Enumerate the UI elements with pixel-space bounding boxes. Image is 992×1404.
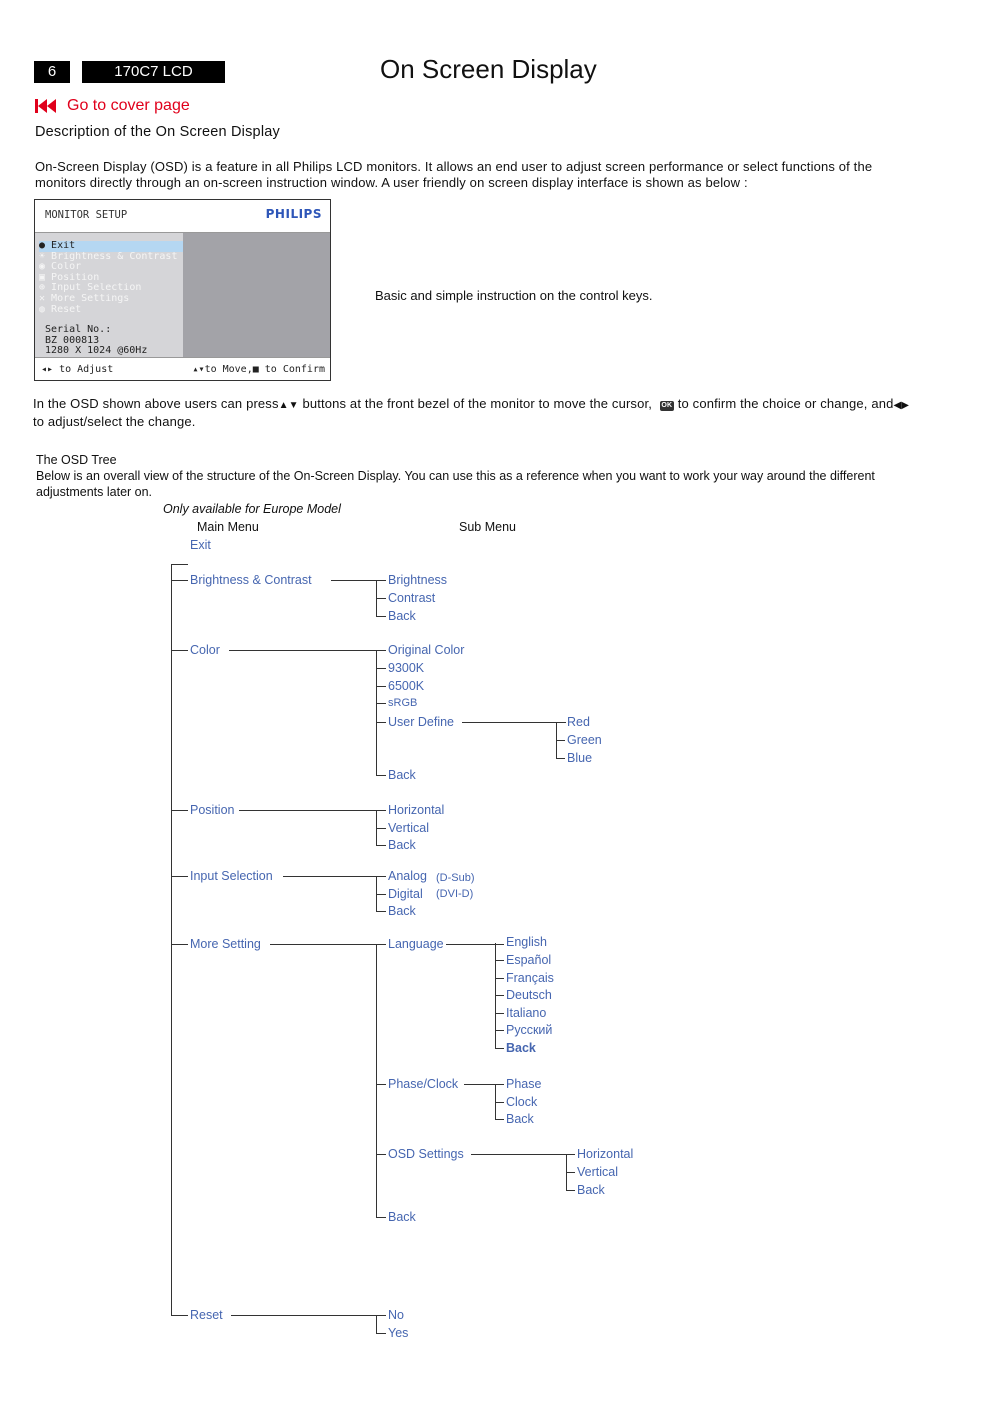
tree-node-espanol: Español <box>506 953 552 967</box>
side-note: Basic and simple instruction on the control keys. <box>375 288 653 303</box>
tree-connector <box>239 810 386 811</box>
tree-note-dsub: (D-Sub) <box>436 872 475 884</box>
tree-node-back: Back <box>388 904 416 918</box>
tree-tick <box>495 978 504 979</box>
tree-node-red: Red <box>567 715 590 729</box>
up-down-arrows-icon: ▲▼ <box>278 400 299 411</box>
tree-node-vertical: Vertical <box>388 821 429 835</box>
osd-menu-exit: ● Exit <box>39 241 183 252</box>
tree-connector <box>464 1084 504 1085</box>
osd-tree-heading <box>36 452 916 500</box>
tree-main-trunk <box>171 564 172 1316</box>
tree-branch <box>171 650 188 651</box>
tree-node-osd-settings: OSD Settings <box>388 1147 464 1161</box>
section-title: Description of the On Screen Display <box>35 124 280 140</box>
tree-tick <box>376 828 386 829</box>
osd-menu-brightness: ☀ Brightness & Contrast <box>39 251 178 262</box>
tree-tick <box>556 758 565 759</box>
tree-node-deutsch: Deutsch <box>506 988 552 1002</box>
tree-node-color: Color <box>190 643 220 657</box>
osd-footer-move: ▴▾to Move,■ to Confirm <box>192 364 325 375</box>
tree-tick <box>376 894 386 895</box>
tree-tick <box>376 703 386 704</box>
tree-node-digital: Digital <box>388 887 423 901</box>
tree-node-osd-horizontal: Horizontal <box>577 1147 634 1161</box>
left-right-arrows-icon: ◀▶ <box>893 400 910 411</box>
tree-branch <box>171 1315 188 1316</box>
tree-stub <box>171 564 188 565</box>
tree-node-green: Green <box>567 733 602 747</box>
tree-node-back: Back <box>577 1183 605 1197</box>
rewind-icon <box>35 98 57 114</box>
tree-tick <box>566 1172 575 1173</box>
tree-node-position: Position <box>190 803 235 817</box>
tree-node-clock: Clock <box>506 1095 538 1109</box>
tree-branch <box>171 810 188 811</box>
tree-branch <box>171 944 188 945</box>
tree-node-more-setting: More Setting <box>190 937 261 951</box>
tree-node-back: Back <box>388 838 416 852</box>
osd-serial-info: Serial No.: BZ 000813 1280 X 1024 @60Hz <box>45 324 148 356</box>
osd-footer <box>35 357 330 381</box>
tree-node-phase-clock: Phase/Clock <box>388 1077 459 1091</box>
tree-tick <box>376 722 386 723</box>
osd-tree-description: Below is an overall view of the structure of the On-Screen Display. You can use this as a reference when you want to work your way around the different adjustments later on. <box>36 469 875 499</box>
tree-tick <box>376 1154 386 1155</box>
tree-node-english: English <box>506 935 547 949</box>
instruction-paragraph: In the OSD shown above users can press▲▼ buttons at the front bezel of the monitor to move the cursor, OK to confirm the choice or change, and◀▶ to adjust/select the change. <box>33 396 910 429</box>
tree-node-yes: Yes <box>388 1326 409 1340</box>
tree-tick <box>376 1217 386 1218</box>
tree-tick <box>495 1119 504 1120</box>
go-to-cover-link[interactable] <box>35 97 190 115</box>
tree-node-exit: Exit <box>190 538 211 552</box>
osd-tree-title: The OSD Tree <box>36 453 117 467</box>
tree-tick <box>376 598 386 599</box>
tree-node-reset: Reset <box>190 1308 223 1322</box>
cover-link-label[interactable]: Go to cover page <box>67 97 190 114</box>
tree-tick <box>495 995 504 996</box>
tree-node-back: Back <box>506 1041 536 1055</box>
tree-node-brightness: Brightness <box>388 573 448 587</box>
tree-node-srgb: sRGB <box>388 697 418 709</box>
tree-connector <box>270 944 386 945</box>
tree-tick <box>376 668 386 669</box>
tree-node-language: Language <box>388 937 444 951</box>
osd-screenshot <box>34 199 331 381</box>
tree-node-horizontal: Horizontal <box>388 803 445 817</box>
tree-connector <box>283 876 386 877</box>
tree-node-no: No <box>388 1308 404 1322</box>
tree-tick <box>376 845 386 846</box>
tree-tick <box>566 1190 575 1191</box>
tree-connector <box>462 722 566 723</box>
tree-node-contrast: Contrast <box>388 591 436 605</box>
tree-node-phase: Phase <box>506 1077 542 1091</box>
tree-node-back: Back <box>388 768 416 782</box>
tree-node-italiano: Italiano <box>506 1006 547 1020</box>
tree-node-analog: Analog <box>388 869 427 883</box>
tree-node-francais: Français <box>506 971 554 985</box>
sub-menu-label: Sub Menu <box>459 520 516 534</box>
osd-menu-position: ▣ Position <box>39 272 100 283</box>
tree-sub-trunk <box>376 944 377 1217</box>
philips-logo: PHILIPS <box>265 207 322 221</box>
tree-node-osd-vertical: Vertical <box>577 1165 618 1179</box>
tree-tick <box>376 775 386 776</box>
osd-menu-color: ◉ Color <box>39 262 82 273</box>
main-menu-label: Main Menu <box>197 520 259 534</box>
tree-connector <box>471 1154 575 1155</box>
tree-tick <box>376 686 386 687</box>
page-title: On Screen Display <box>380 54 597 84</box>
tree-tick <box>495 1048 504 1049</box>
tree-node-back: Back <box>388 609 416 623</box>
tree-note-dvid: (DVI-D) <box>436 888 474 900</box>
tree-tick <box>376 1084 386 1085</box>
osd-body <box>35 233 330 357</box>
model-badge: 170C7 LCD <box>82 61 225 83</box>
tree-node-original-color: Original Color <box>388 643 465 657</box>
osd-footer-adjust: ◂▸ to Adjust <box>41 364 114 375</box>
tree-node-6500k: 6500K <box>388 679 425 693</box>
tree-node-user-define: User Define <box>388 715 454 729</box>
osd-preview-area <box>183 233 330 357</box>
tree-connector <box>331 580 386 581</box>
osd-title: MONITOR SETUP <box>45 209 128 221</box>
tree-node-back: Back <box>388 1210 416 1224</box>
tree-tick <box>495 960 504 961</box>
tree-node-input-selection: Input Selection <box>190 869 273 883</box>
ok-key-icon: OK <box>661 402 673 409</box>
tree-tick <box>376 911 386 912</box>
tree-tick <box>495 1030 504 1031</box>
tree-tick <box>376 616 386 617</box>
tree-tick <box>495 1102 504 1103</box>
osd-menu-reset: ◍ Reset <box>39 304 82 315</box>
tree-tick <box>495 1013 504 1014</box>
osd-menu-input: ⊕ Input Selection <box>39 283 142 294</box>
tree-node-blue: Blue <box>567 751 593 765</box>
tree-connector <box>229 650 386 651</box>
osd-menu-more: ✕ More Settings <box>39 293 130 304</box>
europe-note: Only available for Europe Model <box>163 502 341 516</box>
tree-sub-trunk <box>376 1315 377 1333</box>
osd-menu <box>39 241 183 315</box>
intro-paragraph: On-Screen Display (OSD) is a feature in all Philips LCD monitors. It allows an end user to adjust screen performance or select functions of the monitors directly through an on-screen instruction window. A user friendly on screen display interface is shown as below : <box>35 159 873 190</box>
tree-node-back: Back <box>506 1112 534 1126</box>
tree-node-russian: Русский <box>506 1023 553 1037</box>
tree-tick <box>556 740 565 741</box>
page-number: 6 <box>34 61 70 83</box>
tree-node-9300k: 9300K <box>388 661 425 675</box>
tree-branch <box>171 876 188 877</box>
tree-connector <box>231 1315 386 1316</box>
tree-tick <box>376 1333 386 1334</box>
tree-node-brightness-contrast: Brightness & Contrast <box>190 573 312 587</box>
osd-header <box>35 200 330 233</box>
tree-branch <box>171 580 188 581</box>
